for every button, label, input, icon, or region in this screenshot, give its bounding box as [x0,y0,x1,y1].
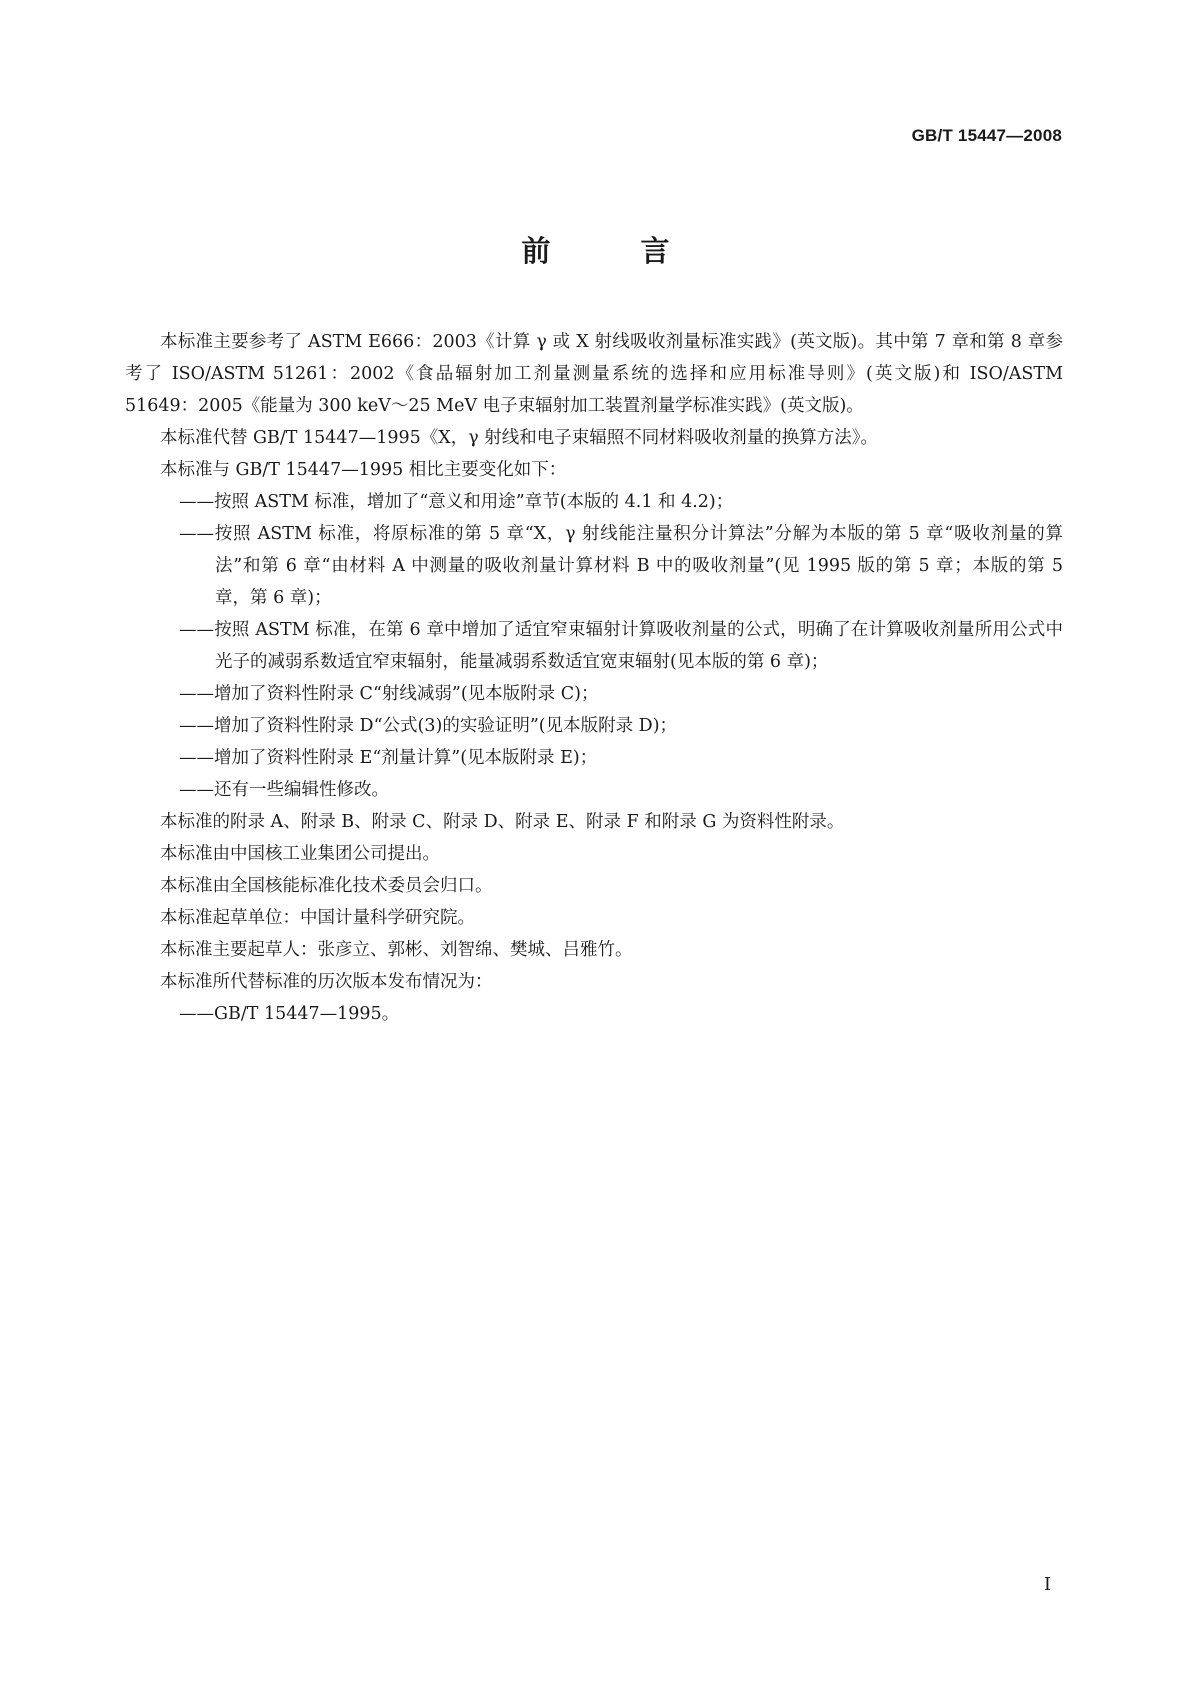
document-code: GB/T 15447—2008 [911,126,1062,145]
paragraph-proposed-by: 本标准由中国核工业集团公司提出。 [160,844,440,864]
paragraph-drafting-unit: 本标准起草单位：中国计量科学研究院。 [160,908,475,928]
paragraph-changes-intro: 本标准与 GB/T 15447—1995 相比主要变化如下： [160,460,567,480]
page-title: 前 言 [521,234,710,268]
change-item: ——增加了资料性附录 C“射线减弱”(见本版附录 C)； [179,684,599,704]
paragraph-history-intro: 本标准所代替标准的历次版本发布情况为： [160,972,493,992]
paragraph-replaces: 本标准代替 GB/T 15447—1995《X，γ 射线和电子束辐照不同材料吸收剂量的换算方法》。 [160,428,878,448]
change-item: ——增加了资料性附录 D“公式(3)的实验证明”(见本版附录 D)； [179,716,678,736]
change-item: ——增加了资料性附录 E“剂量计算”(见本版附录 E)； [179,748,598,768]
history-item: ——GB/T 15447—1995。 [179,1004,400,1024]
paragraph-centralized-by: 本标准由全国核能标准化技术委员会归口。 [160,876,493,896]
paragraph-references: 本标准主要参考了 ASTM E666：2003《计算 γ 或 X 射线吸收剂量标准实践》(英文版)。其中第 7 章和第 8 章参考了 ISO/ASTM 51261：2002《食品辐射加工剂量测量系统的选择和应用标准导则》(英文版)和 ISO/ASTM 51649：2005《能量为 300 keV～25 MeV 电子束辐射加工装置剂量学标准实践》(英文版)。 [125,332,1063,416]
change-item: ——按照 ASTM 标准，将原标准的第 5 章“X，γ 射线能注量积分计算法”分解为本版的第 5 章“吸收剂量的算法”和第 6 章“由材料 A 中测量的吸收剂量计算材料 B 中的吸收剂量”(见 1995 版的第 5 章；本版的第 5 章，第 6 章)； [179,524,1063,608]
page-number: I [1043,1574,1051,1595]
change-item: ——按照 ASTM 标准，在第 6 章中增加了适宜窄束辐射计算吸收剂量的公式，明确了在计算吸收剂量所用公式中光子的减弱系数适宜窄束辐射，能量减弱系数适宜宽束辐射(见本版的第 6 章)； [179,620,1063,672]
paragraph-annexes: 本标准的附录 A、附录 B、附录 C、附录 D、附录 E、附录 F 和附录 G 为资料性附录。 [160,812,845,832]
foreword-body [125,326,1063,1030]
change-item: ——按照 ASTM 标准，增加了“意义和用途”章节(本版的 4.1 和 4.2)； [179,492,734,512]
change-item: ——还有一些编辑性修改。 [179,780,389,800]
paragraph-drafters: 本标准主要起草人：张彦立、郭彬、刘智绵、樊城、吕雅竹。 [160,940,633,960]
